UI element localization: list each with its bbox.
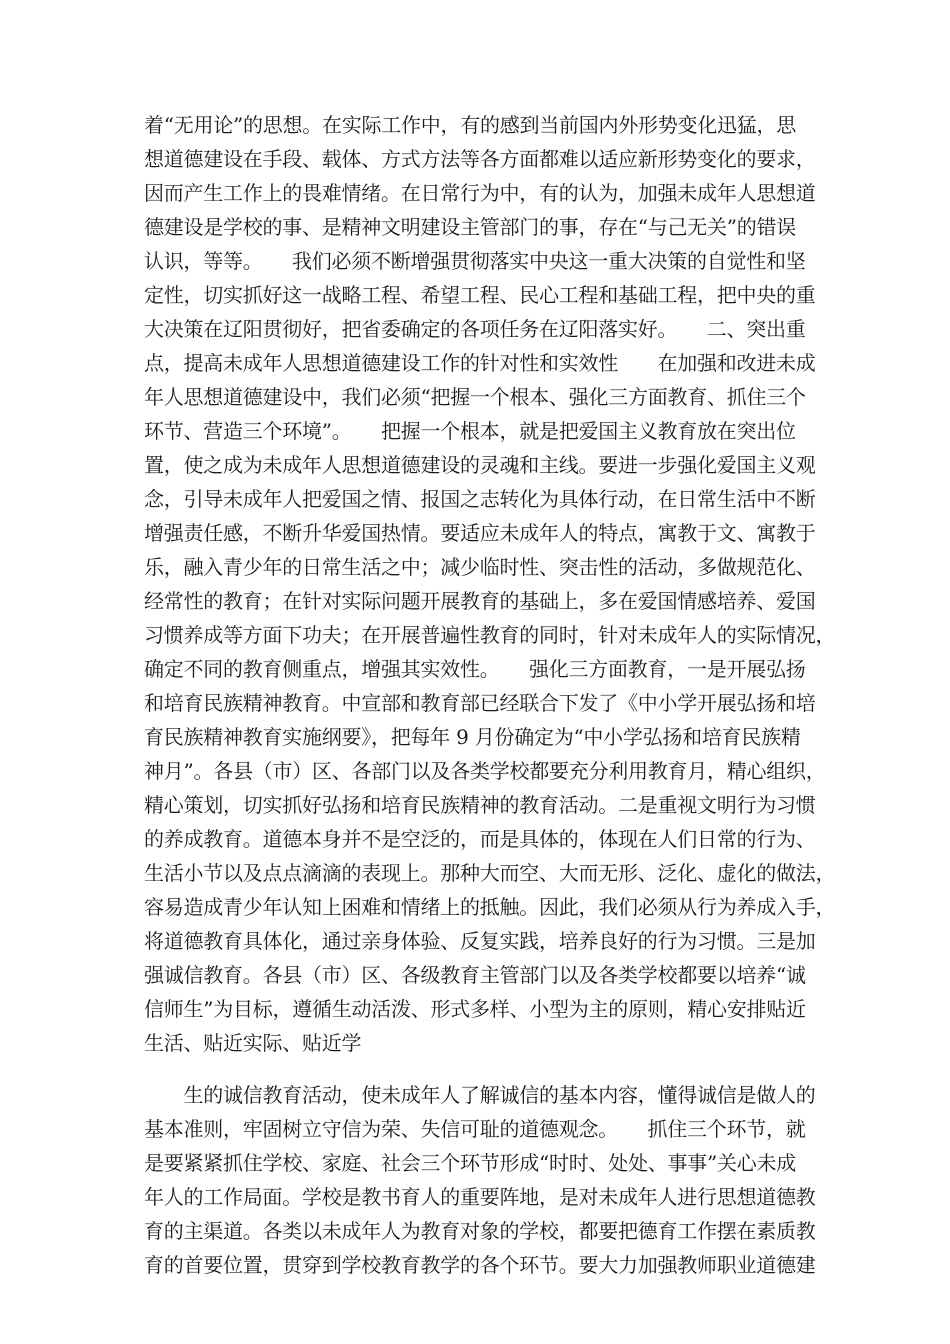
text-line: 信师生”为目标，遵循生动活泼、形式多样、小型为主的原则，精心安排贴近 (144, 997, 806, 1021)
text-line: 和培育民族精神教育。中宣部和教育部已经联合下发了《中小学开展弘扬和培 (144, 691, 816, 715)
text-line: 育的主渠道。各类以未成年人为教育对象的学校，都要把德育工作摆在素质教 (144, 1219, 816, 1243)
text-line: 是要紧紧抓住学校、家庭、社会三个环节形成“时时、处处、事事”关心未成 (144, 1151, 796, 1175)
text-line: 强诚信教育。各县（市）区、各级教育主管部门以及各类学校都要以培养“诚 (144, 963, 806, 987)
text-line: 生活、贴近实际、贴近学 (144, 1031, 362, 1055)
text-line: 年人的工作局面。学校是教书育人的重要阵地，是对未成年人进行思想道德教 (144, 1185, 816, 1209)
text-line: 习惯养成等方面下功夫；在开展普遍性教育的同时，针对未成年人的实际情况， (144, 623, 836, 647)
text-line: 德建设是学校的事、是精神文明建设主管部门的事，存在“与己无关”的错误 (144, 215, 796, 239)
text-line: 因而产生工作上的畏难情绪。在日常行为中，有的认为，加强未成年人思想道 (144, 181, 816, 205)
text-line: 将道德教育具体化，通过亲身体验、反复实践，培养良好的行为习惯。三是加 (144, 929, 816, 953)
text-line: 基本准则，牢固树立守信为荣、失信可耻的道德观念。 抓住三个环节，就 (144, 1117, 806, 1141)
text-line: 经常性的教育；在针对实际问题开展教育的基础上，多在爱国情感培养、爱国 (144, 589, 816, 613)
text-line: 生的诚信教育活动，使未成年人了解诚信的基本内容，懂得诚信是做人的 (144, 1083, 816, 1107)
text-line: 大决策在辽阳贯彻好，把省委确定的各项任务在辽阳落实好。 二、突出重 (144, 317, 806, 341)
text-line: 想道德建设在手段、载体、方式方法等各方面都难以适应新形势变化的要求， (144, 147, 816, 171)
text-line: 乐，融入青少年的日常生活之中；减少临时性、突击性的活动，多做规范化、 (144, 555, 816, 579)
text-line: 的养成教育。道德本身并不是空泛的，而是具体的，体现在人们日常的行为、 (144, 827, 816, 851)
text-line: 容易造成青少年认知上困难和情绪上的抵触。因此，我们必须从行为养成入手， (144, 895, 836, 919)
text-line: 育民族精神教育实施纲要》，把每年 9 月份确定为“中小学弘扬和培育民族精 (144, 725, 801, 749)
text-line: 念，引导未成年人把爱国之情、报国之志转化为具体行动，在日常生活中不断 (144, 487, 816, 511)
text-line: 点，提高未成年人思想道德建设工作的针对性和实效性 在加强和改进未成 (144, 351, 816, 375)
text-line: 增强责任感，不断升华爱国热情。要适应未成年人的特点，寓教于文、寓教于 (144, 521, 816, 545)
text-line: 年人思想道德建设中，我们必须“把握一个根本、强化三方面教育、抓住三个 (144, 385, 806, 409)
text-line: 确定不同的教育侧重点，增强其实效性。 强化三方面教育，一是开展弘扬 (144, 657, 806, 681)
text-line: 生活小节以及点点滴滴的表现上。那种大而空、大而无形、泛化、虚化的做法， (144, 861, 836, 885)
text-line: 神月”。各县（市）区、各部门以及各类学校都要充分利用教育月，精心组织， (144, 759, 826, 783)
text-line: 精心策划，切实抓好弘扬和培育民族精神的教育活动。二是重视文明行为习惯 (144, 793, 816, 817)
text-line: 认识，等等。 我们必须不断增强贯彻落实中央这一重大决策的自觉性和坚 (144, 249, 806, 273)
text-line: 定性，切实抓好这一战略工程、希望工程、民心工程和基础工程，把中央的重 (144, 283, 816, 307)
text-line: 着“无用论”的思想。在实际工作中，有的感到当前国内外形势变化迅猛，思 (144, 113, 796, 137)
text-line: 环节、营造三个环境”。 把握一个根本，就是把爱国主义教育放在突出位 (144, 419, 796, 443)
text-line: 育的首要位置，贯穿到学校教育教学的各个环节。要大力加强教师职业道德建 (144, 1253, 816, 1277)
text-line: 置，使之成为未成年人思想道德建设的灵魂和主线。要进一步强化爱国主义观 (144, 453, 816, 477)
